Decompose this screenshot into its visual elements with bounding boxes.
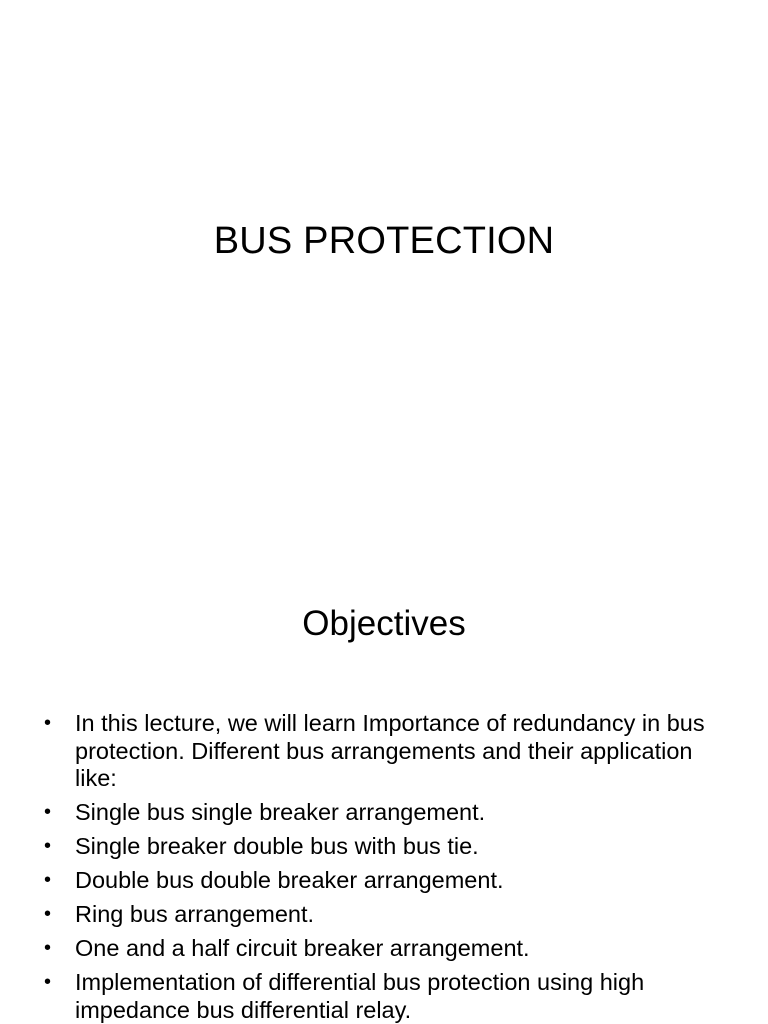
list-item-text: Ring bus arrangement. <box>75 901 315 927</box>
bullet-icon: • <box>44 835 52 857</box>
list-item <box>44 799 734 827</box>
list-item <box>44 833 734 861</box>
bullet-icon: • <box>44 937 52 959</box>
list-item-text: Single breaker double bus with bus tie. <box>75 833 479 859</box>
list-item <box>44 901 734 929</box>
objectives-list <box>44 710 734 1024</box>
slide-title: BUS PROTECTION <box>213 220 555 262</box>
objectives-title: Objectives <box>302 604 466 643</box>
list-item <box>44 969 734 1024</box>
bullet-icon: • <box>44 712 52 734</box>
list-item-text: One and a half circuit breaker arrangement. <box>75 935 530 961</box>
list-item-text: Single bus single breaker arrangement. <box>75 799 486 825</box>
bullet-icon: • <box>44 971 52 993</box>
list-item-text: Implementation of differential bus protection using high impedance bus differential relay. <box>75 969 645 1023</box>
list-item-text: Double bus double breaker arrangement. <box>75 867 504 893</box>
list-item <box>44 710 734 793</box>
list-item-text: In this lecture, we will learn Importance of redundancy in bus protection. Different bus arrangements and their application like: <box>75 710 705 791</box>
bullet-icon: • <box>44 903 52 925</box>
list-item <box>44 935 734 963</box>
bullet-icon: • <box>44 869 52 891</box>
bullet-icon: • <box>44 801 52 823</box>
objectives-slide <box>0 560 768 1024</box>
list-item <box>44 867 734 895</box>
